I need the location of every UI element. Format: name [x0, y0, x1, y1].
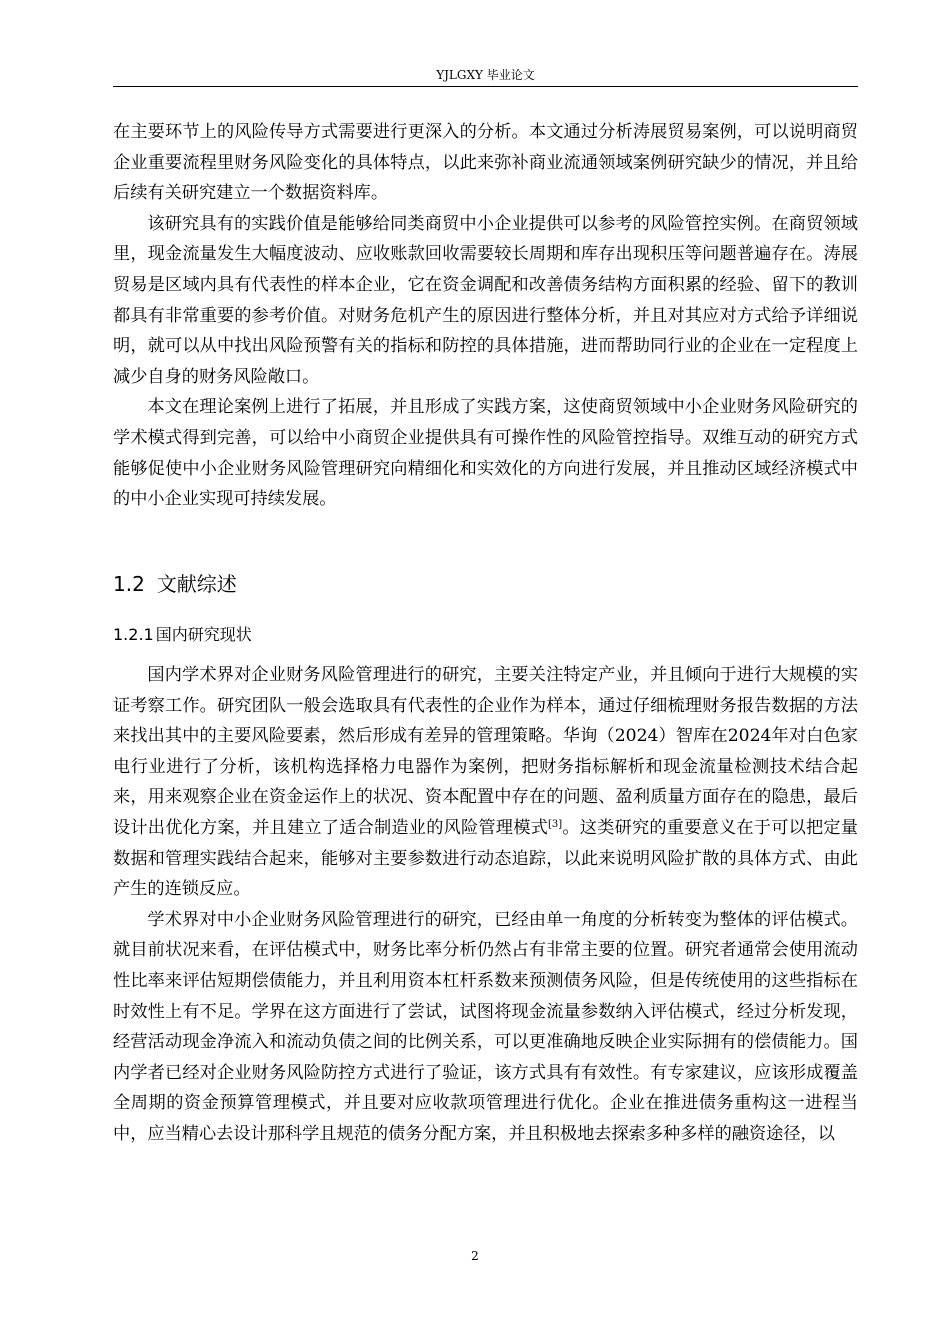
domestic-paragraph-1-text: 国内学术界对企业财务风险管理进行的研究，主要关注特定产业，并且倾向于进行大规模的实证考察工作。研究团队一般会选取具有代表性的企业作为样本，通过仔细梳理财务报告数据的方法来找出其中的主要风险要素，然后形成有差异的管理策略。华询（2024）智库在2024年对白色家电行业进行了分析，该机构选择格力电器作为案例，把财务指标解析和现金流量检测技术结合起来，用来观察企业在资金运作上的状况、资本配置中存在的问题、盈利质量方面存在的隐患，最后设计出优化方案，并且建立了适合制造业的风险管理模式: [113, 665, 858, 838]
section-title: 文献综述: [156, 572, 237, 596]
domestic-body: [113, 660, 858, 1150]
running-header: YJLGXY 毕业论文: [436, 68, 535, 82]
section-heading: [113, 570, 237, 598]
intro-paragraph-1: 在主要环节上的风险传导方式需要进行更深入的分析。本文通过分析涛展贸易案例，可以说明商贸企业重要流程里财务风险变化的具体特点，以此来弥补商业流通领域案例研究缺少的情况，并且给后续有关研究建立一个数据资料库。: [113, 122, 858, 204]
domestic-paragraph-1-text-cont: 。这类研究的重要意义在于可以把定量数据和管理实践结合起来，能够对主要参数进行动态追踪，以此来说明风险扩散的具体方式、由此产生的连锁反应。: [113, 817, 858, 900]
intro-paragraph-3: 本文在理论案例上进行了拓展，并且形成了实践方案，这使商贸领域中小企业财务风险研究的学术模式得到完善，可以给中小商贸企业提供具有可操作性的风险管控指导。双维互动的研究方式能够促使中小企业财务风险管理研究向精细化和实效化的方向进行发展，并且推动区域经济模式中的中小企业实现可持续发展。: [113, 397, 858, 510]
header-rule: [113, 86, 858, 87]
subsection-title: 国内研究现状: [155, 625, 252, 644]
intro-paragraph-2: 该研究具有的实践价值是能够给同类商贸中小企业提供可以参考的风险管控实例。在商贸领域里，现金流量发生大幅度波动、应收账款回收需要较长周期和库存出现积压等问题普遍存在。涛展贸易是区域内具有代表性的样本企业，它在资金调配和改善债务结构方面积累的经验、留下的教训都具有非常重要的参考价值。对财务危机产生的原因进行整体分析，并且对其应对方式给予详细说明，就可以从中找出风险预警有关的指标和防控的具体措施，进而帮助同行业的企业在一定程度上减少自身的财务风险敞口。: [113, 213, 858, 387]
domestic-paragraph-1: [113, 660, 858, 905]
citation-reference: [3]: [548, 818, 563, 830]
section-number: 1.2: [113, 572, 145, 596]
subsection-number: 1.2.1: [113, 625, 154, 644]
page-number: 2: [471, 1249, 479, 1263]
domestic-paragraph-2: 学术界对中小企业财务风险管理进行的研究，已经由单一角度的分析转变为整体的评估模式。就目前状况来看，在评估模式中，财务比率分析仍然占有非常主要的位置。研究者通常会使用流动性比率来评估短期偿债能力，并且利用资本杠杆系数来预测债务风险，但是传统使用的这些指标在时效性上有不足。学界在这方面进行了尝试，试图将现金流量参数纳入评估模式，经过分析发现，经营活动现金净流入和流动负债之间的比例关系，可以更准确地反映企业实际拥有的偿债能力。国内学者已经对企业财务风险防控方式进行了验证，该方式具有有效性。有专家建议，应该形成覆盖全周期的资金预算管理模式，并且要对应收款项管理进行优化。企业在推进债务重构这一进程当中，应当精心去设计那科学且规范的债务分配方案，并且积极地去探索多种多样的融资途径，以: [113, 909, 858, 1144]
intro-body: [113, 117, 858, 515]
subsection-heading: [113, 623, 252, 647]
